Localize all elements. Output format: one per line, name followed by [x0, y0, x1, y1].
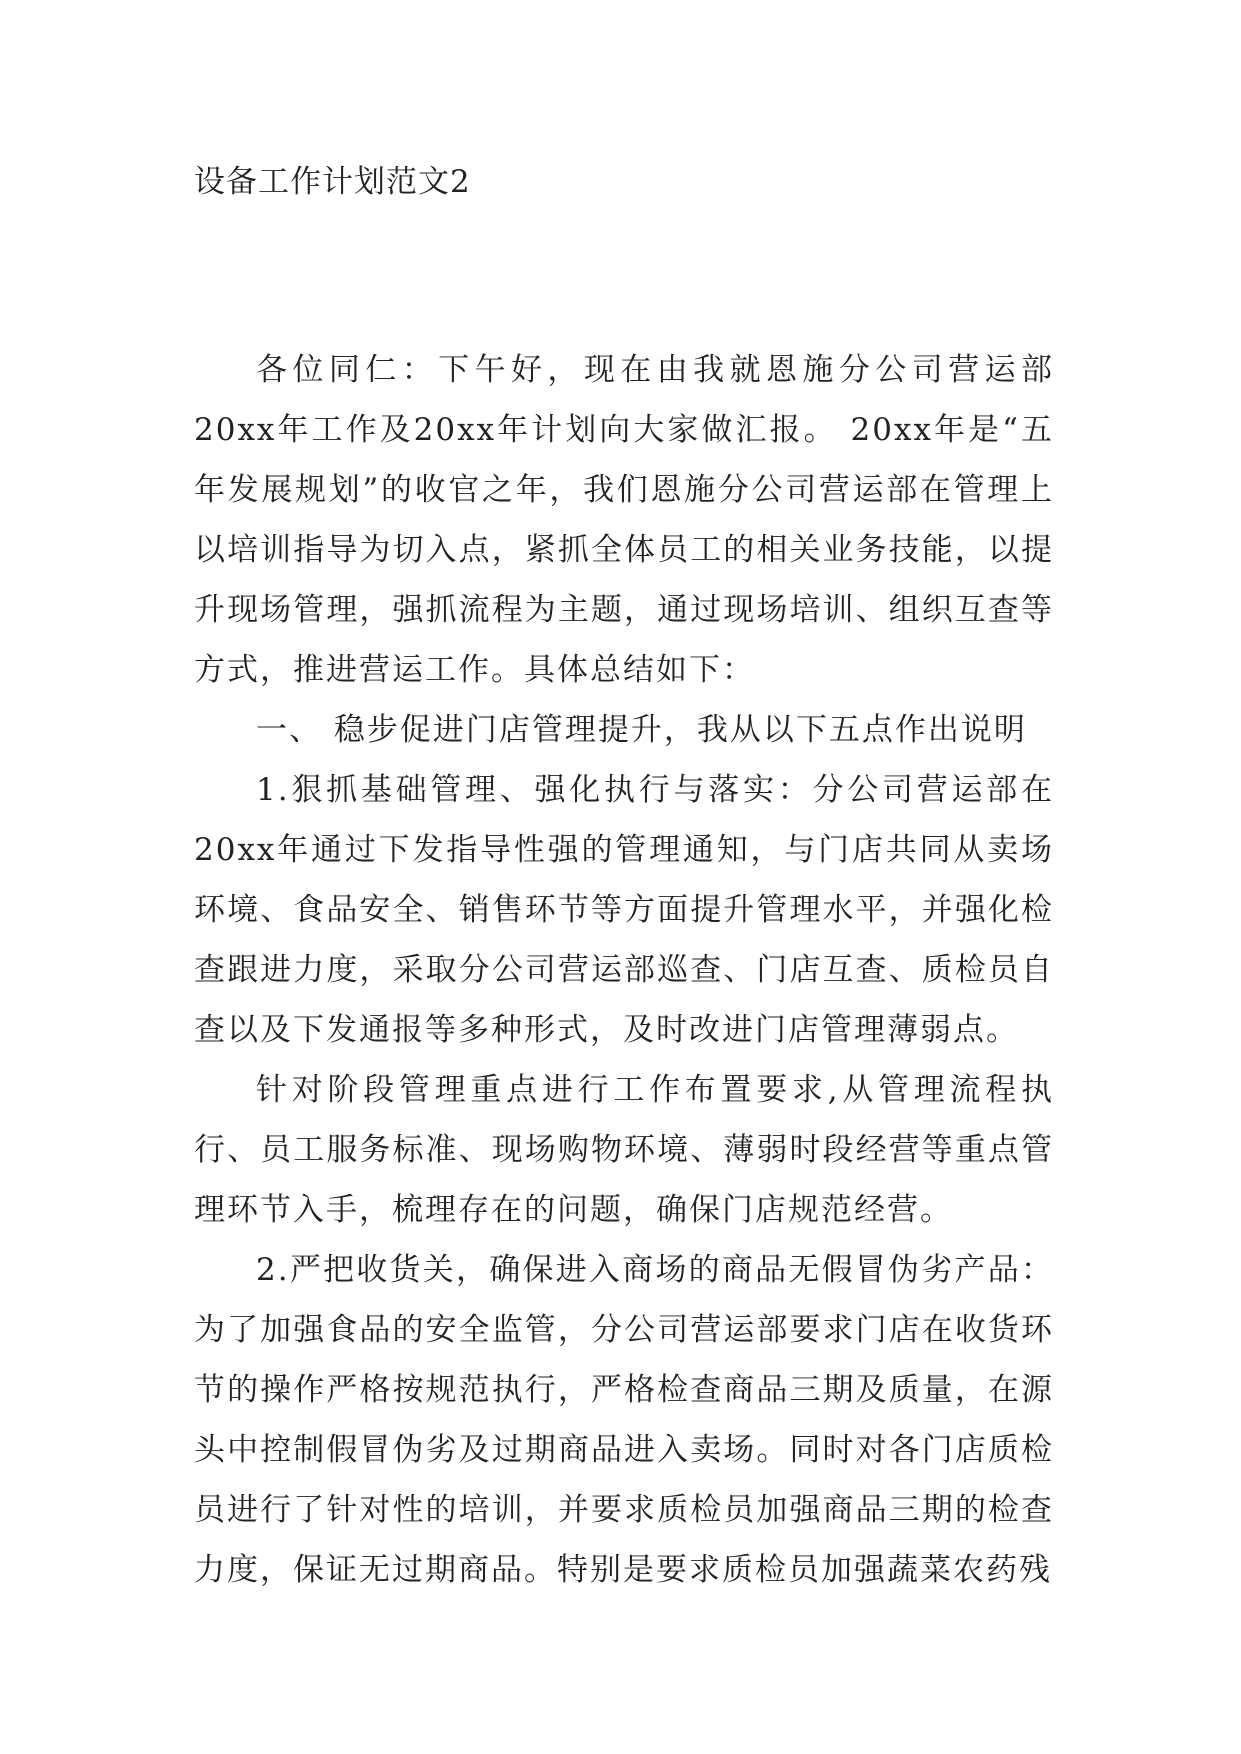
document-title: 设备工作计划范文2	[194, 164, 471, 200]
document-body	[194, 340, 1054, 1600]
paragraph-management-focus: 针对阶段管理重点进行工作布置要求,从管理流程执行、员工服务标准、现场购物环境、薄弱时段经营等重点管理环节入手，梳理存在的问题，确保门店规范经营。	[194, 1072, 1054, 1228]
paragraph-item-1: 1.狠抓基础管理、强化执行与落实：分公司营运部在20xx年通过下发指导性强的管理通知，与门店共同从卖场环境、食品安全、销售环节等方面提升管理水平，并强化检查跟进力度，采取分公司营运部巡查、门店互查、质检员自查以及下发通报等多种形式，及时改进门店管理薄弱点。	[194, 772, 1054, 1048]
paragraph-greeting: 各位同仁：下午好，现在由我就恩施分公司营运部20xx年工作及20xx年计划向大家做汇报。 20xx年是“五年发展规划”的收官之年，我们恩施分公司营运部在管理上以培训指导为切入点，紧抓全体员工的相关业务技能，以提升现场管理，强抓流程为主题，通过现场培训、组织互查等方式，推进营运工作。具体总结如下：	[194, 352, 1054, 688]
paragraph-item-2: 2.严把收货关，确保进入商场的商品无假冒伪劣产品：为了加强食品的安全监管，分公司营运部要求门店在收货环节的操作严格按规范执行，严格检查商品三期及质量，在源头中控制假冒伪劣及过期商品进入卖场。同时对各门店质检员进行了针对性的培训，并要求质检员加强商品三期的检查力度，保证无过期商品。特别是要求质检员加强蔬菜农药残	[194, 1252, 1054, 1588]
section-heading-1: 一、 稳步促进门店管理提升，我从以下五点作出说明	[256, 712, 1027, 748]
